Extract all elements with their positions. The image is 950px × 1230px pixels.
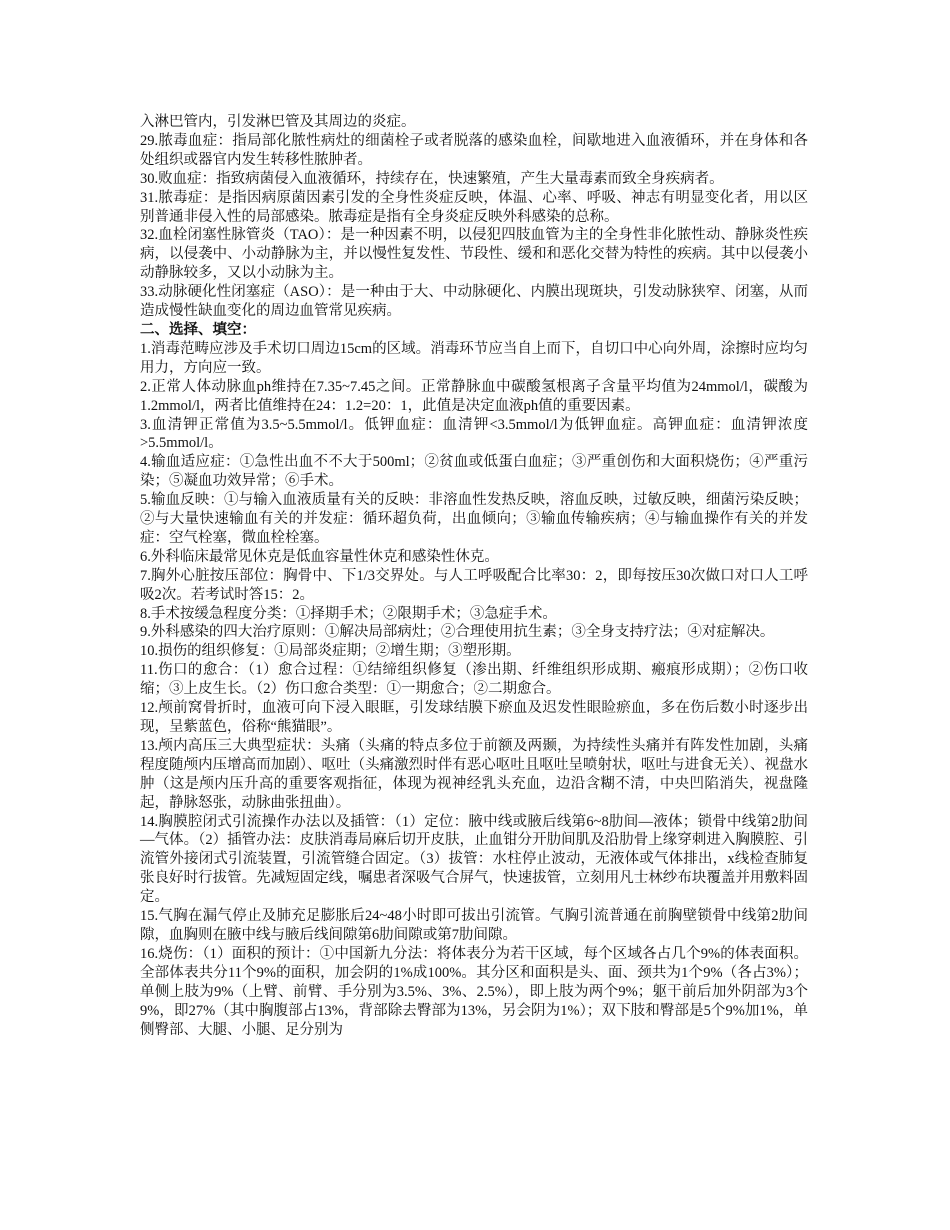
list-item-6: 6.外科临床最常见休克是低血容量性休克和感染性休克。 xyxy=(140,548,499,565)
paragraph-pyemia: 29.脓毒血症：指局部化脓性病灶的细菌栓子或者脱落的感染血栓，间歇地进入血液循环，并在身体和各处组织或器官内发生转移性脓肿者。 xyxy=(140,132,808,168)
document-page xyxy=(140,113,808,1039)
list-item-12: 12.颅前窝骨折时，血液可向下浸入眼眶，引发球结膜下瘀血及迟发性眼睑瘀血，多在伤后数小时逐步出现，呈紫蓝色，俗称“熊猫眼”。 xyxy=(140,700,808,735)
list-item-1: 1.消毒范畴应涉及手术切口周边15cm的区域。消毒环节应当自上而下，自切口中心向外周，涂擦时应均匀用力，方向应一致。 xyxy=(140,340,808,376)
paragraph-aso: 33.动脉硬化性闭塞症（ASO）：是一种由于大、中动脉硬化、内膜出现斑块，引发动脉狭窄、闭塞，从而造成慢性缺血变化的周边血管常见疾病。 xyxy=(140,284,808,320)
paragraph-lymph-continuation: 入淋巴管内，引发淋巴管及其周边的炎症。 xyxy=(140,114,416,130)
paragraph-tao: 32.血栓闭塞性脉管炎（TAO）：是一种因素不明，以侵犯四肢血管为主的全身性非化脓性动、静脉炎性疾病，以侵袭中、小动静脉为主，并以慢性复发性、节段性、缓和和恶化交替为特性的疾病。其中以侵袭小动静脉较多，又以小动脉为主。 xyxy=(140,227,808,282)
paragraph-septicemia: 30.败血症：指致病菌侵入血液循环，持续存在，快速繁殖，产生大量毒素而致全身疾病者。 xyxy=(140,170,724,187)
list-item-14: 14.胸膜腔闭式引流操作办法以及插管：（1）定位：腋中线或腋后线第6~8肋间—液体；锁骨中线第2肋间—气体。（2）插管办法：皮肤消毒局麻后切开皮肤，止血钳分开肋间肌及沿肋骨上缘穿刺进入胸膜腔、引流管外接闭式引流装置，引流管缝合固定。（3）拔管：水柱停止波动，无液体或气体排出，x线检查肺复张良好时行拔管。先减短固定线，嘱患者深吸气合屏气，快速拔管，立刻用凡士林纱布块覆盖并用敷料固定。 xyxy=(140,813,808,906)
list-item-10: 10.损伤的组织修复：①局部炎症期；②增生期；③塑形期。 xyxy=(140,643,521,660)
paragraph-sepsis: 31.脓毒症：是指因病原菌因素引发的全身性炎症反映，体温、心率、呼吸、神志有明显变化者，用以区别普通非侵入性的局部感染。脓毒症是指有全身炎症反映外科感染的总称。 xyxy=(140,189,808,225)
section-heading: 二、选择、填空： xyxy=(140,321,256,338)
list-item-16: 16.烧伤：（1）面积的预计：①中国新九分法：将体表分为若干区域，每个区域各占几个9%的体表面积。全部体表共分11个9%的面积，加会阴的1%成100%。其分区和面积是头、面、颈共为1个9%（各占3%）；单侧上肢为9%（上臂、前臂、手分别为3.5%、3%、2.5%），即上肢为两个9%；躯干前后加外阴部为3个9%，即27%（其中胸腹部占13%，背部除去臀部为13%，另会阴为1%）；双下肢和臀部是5个9%加1%，单侧臀部、大腿、小腿、足分别为 xyxy=(140,945,808,1038)
list-item-2: 2.正常人体动脉血ph维持在7.35~7.45之间。正常静脉血中碳酸氢根离子含量平均值为24mmol/l，碳酸为1.2mmol/l，两者比值维持在24：1.2=20：1，此值是决定血液ph值的重要因素。 xyxy=(140,378,808,414)
list-item-9: 9.外科感染的四大治疗原则：①解决局部病灶；②合理使用抗生素；③全身支持疗法；④对症解决。 xyxy=(140,624,775,641)
list-item-4: 4.输血适应症：①急性出血不不大于500ml；②贫血或低蛋白血症；③严重创伤和大面积烧伤；④严重污染；⑤凝血功效异常；⑥手术。 xyxy=(140,454,808,490)
list-item-7: 7.胸外心脏按压部位：胸骨中、下1/3交界处。与人工呼吸配合比率30：2，即每按压30次做口对口人工呼吸2次。若考试时答15：2。 xyxy=(140,567,808,603)
list-item-3: 3.血清钾正常值为3.5~5.5mmol/l。低钾血症：血清钾<3.5mmol/l为低钾血症。高钾血症：血清钾浓度>5.5mmol/l。 xyxy=(140,416,808,452)
list-item-5: 5.输血反映：①与输入血液质量有关的反映：非溶血性发热反映，溶血反映，过敏反映，细菌污染反映；②与大量快速输血有关的并发症：循环超负荷，出血倾向；③输血传输疾病；④与输血操作有关的并发症：空气栓塞，微血栓栓塞。 xyxy=(140,492,808,546)
list-item-11: 11.伤口的愈合：（1）愈合过程：①结缔组织修复（渗出期、纤维组织形成期、瘢痕形成期）；②伤口收缩；③上皮生长。（2）伤口愈合类型：①一期愈合；②二期愈合。 xyxy=(140,662,808,698)
list-item-15: 15.气胸在漏气停止及肺充足膨胀后24~48小时即可拔出引流管。气胸引流普通在前胸壁锁骨中线第2肋间隙，血胸则在腋中线与腋后线间隙第6肋间隙或第7肋间隙。 xyxy=(140,908,808,943)
list-item-13: 13.颅内高压三大典型症状：头痛（头痛的特点多位于前额及两颞，为持续性头痛并有阵发性加剧，头痛程度随颅内压增高而加剧）、呕吐（头痛激烈时伴有恶心呕吐且呕吐呈喷射状，呕吐与进食无关）、视盘水肿（这是颅内压升高的重要客观指征，体现为视神经乳头充血，边沿含糊不清，中央凹陷消失，视盘隆起，静脉怒张，动脉曲张扭曲）。 xyxy=(140,737,808,811)
list-item-8: 8.手术按缓急程度分类：①择期手术；②限期手术；③急症手术。 xyxy=(140,605,557,622)
